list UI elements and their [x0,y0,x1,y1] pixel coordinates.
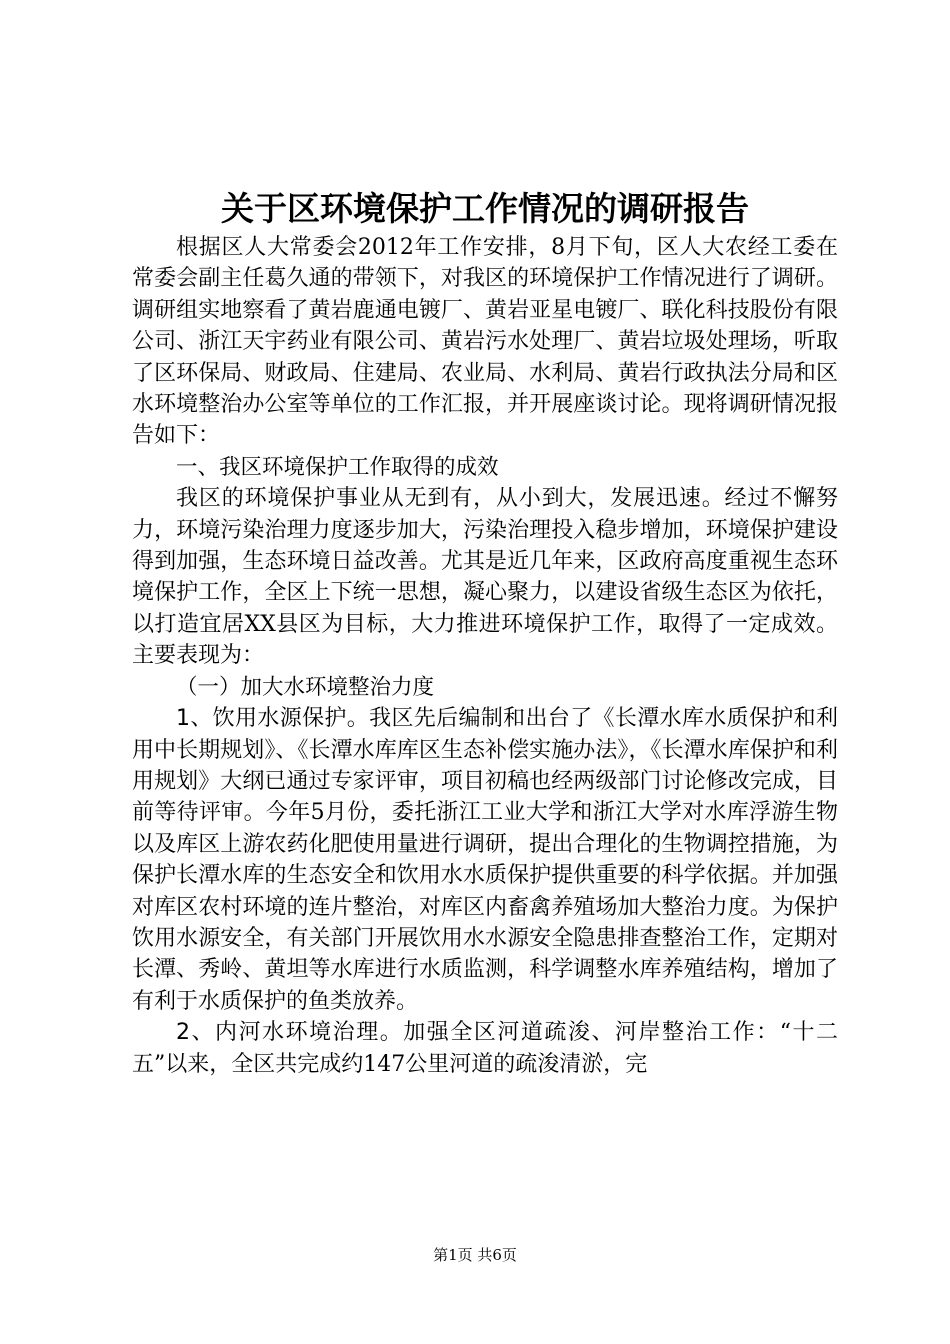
item-body-1: 我区先后编制和出台了《长潭水库水质保护和利用中长期规划》、《长潭水库库区生态补偿实施办法》，《长潭水库保护和利用规划》大纲已通过专家评审，项目初稿也经两级部门讨论修改完成，目前等待评审。今年5月份，委托浙江工业大学和浙江大学对水库浮游生物以及库区上游农药化肥使用量进行调研，提出合理化的生物调控措施，为保护长潭水库的生态安全和饮用水水质保护提供重要的科学依据。并加强对库区农村环境的连片整治，对库区内畜禽养殖场加大整治力度。为保护饮用水源安全，有关部门开展饮用水水源安全隐患排查整治工作，定期对长潭、秀岭、黄坦等水库进行水质监测，科学调整水库养殖结构，增加了有利于水质保护的鱼类放养。 [132,706,838,1014]
intro-paragraph: 根据区人大常委会2012年工作安排，8月下旬，区人大农经工委在常委会副主任葛久通的带领下，对我区的环境保护工作情况进行了调研。调研组实地察看了黄岩鹿通电镀厂、黄岩亚星电镀厂、联化科技股份有限公司、浙江天宇药业有限公司、黄岩污水处理厂、黄岩垃圾处理场，听取了区环保局、财政局、住建局、农业局、水利局、黄岩行政执法分局和区水环境整治办公室等单位的工作汇报，并开展座谈讨论。现将调研情况报告如下： [132,235,838,449]
document-body [132,186,838,1080]
document-title: 关于区环境保护工作情况的调研报告 [221,189,749,228]
page-footer: 第1页 共6页 [433,1246,517,1264]
item-lead-2: 2、内河水环境治理。 [176,1020,404,1046]
item-paragraph-2 [132,1017,838,1080]
item-body-2: 加强全区河道疏浚、河岸整治工作：“十二五”以来，全区共完成约147公里河道的疏浚清淤，完 [132,1020,838,1077]
item-lead-1: 1、饮用水源保护。 [176,706,370,732]
item-paragraph-1 [132,703,838,1017]
subsection-heading-1: （一）加大水环境整治力度 [176,674,435,700]
section-paragraph-1: 我区的环境保护事业从无到有，从小到大，发展迅速。经过不懈努力，环境污染治理力度逐步加大，污染治理投入稳步增加，环境保护建设得到加强，生态环境日益改善。尤其是近几年来，区政府高度重视生态环境保护工作，全区上下统一思想，凝心聚力，以建设省级生态区为依托，以打造宜居XX县区为目标，大力推进环境保护工作，取得了一定成效。主要表现为： [132,486,838,669]
section-heading-1: 一、我区环境保护工作取得的成效 [176,454,499,480]
